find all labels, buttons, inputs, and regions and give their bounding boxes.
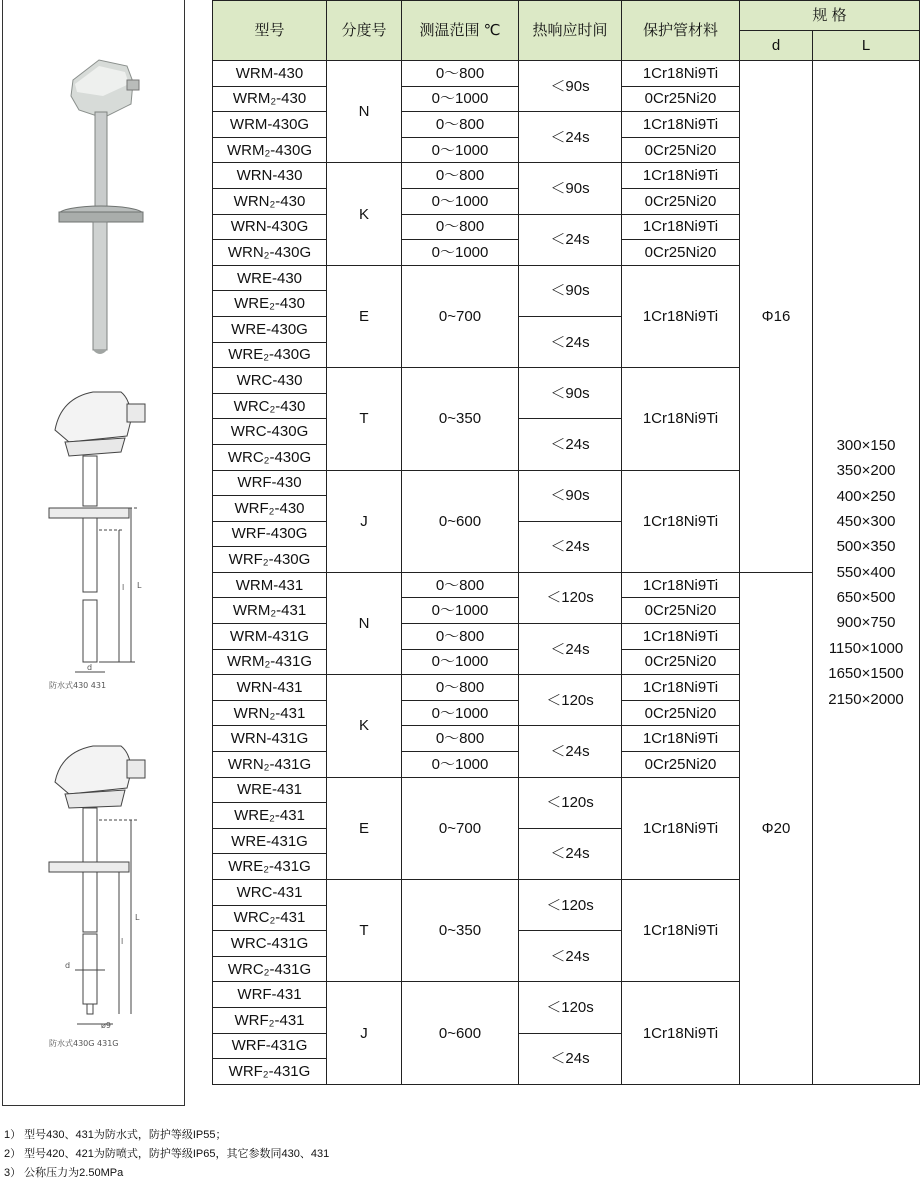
caption-430-431: 防水式430 431 [49, 681, 107, 690]
range-cell: 0~600 [402, 470, 519, 572]
model-cell: WRN₂-430 [213, 188, 327, 214]
label-L-2: L [135, 913, 140, 922]
range-cell: 0～800 [402, 675, 519, 701]
material-cell: 1Cr18Ni9Ti [622, 675, 740, 701]
graduation-cell: K [327, 163, 402, 265]
range-cell: 0～1000 [402, 137, 519, 163]
footnote-3: 3） 公称压力为2.50MPa [4, 1167, 124, 1179]
material-cell: 1Cr18Ni9Ti [622, 572, 740, 598]
graduation-cell: N [327, 61, 402, 163]
model-cell: WRN₂-430G [213, 240, 327, 266]
spec-table [212, 0, 920, 1085]
model-cell: WRC₂-431 [213, 905, 327, 931]
range-cell: 0～800 [402, 163, 519, 189]
length-item: 350×200 [836, 462, 896, 480]
range-cell: 0～1000 [402, 700, 519, 726]
length-item: 500×350 [836, 538, 896, 556]
model-cell: WRF₂-430 [213, 496, 327, 522]
material-cell: 1Cr18Ni9Ti [622, 470, 740, 572]
diameter-cell: Φ20 [740, 572, 813, 1084]
material-cell: 1Cr18Ni9Ti [622, 163, 740, 189]
material-cell: 1Cr18Ni9Ti [622, 214, 740, 240]
table-row [213, 61, 920, 87]
graduation-cell: N [327, 572, 402, 674]
response-cell: ＜24s [519, 112, 622, 163]
length-item: 900×750 [836, 614, 896, 632]
material-cell: 1Cr18Ni9Ti [622, 982, 740, 1084]
model-cell: WRM-430G [213, 112, 327, 138]
response-cell: ＜24s [519, 1033, 622, 1084]
model-cell: WRN₂-431G [213, 752, 327, 778]
response-cell: ＜24s [519, 419, 622, 470]
footnote-1: 1） 型号430、431为防水式，防护等级IP55； [4, 1129, 227, 1141]
model-cell: WRC-430G [213, 419, 327, 445]
material-cell: 1Cr18Ni9Ti [622, 624, 740, 650]
header-graduation: 分度号 [327, 1, 402, 61]
material-cell: 1Cr18Ni9Ti [622, 265, 740, 367]
range-cell: 0~600 [402, 982, 519, 1084]
model-cell: WRF-430G [213, 521, 327, 547]
material-cell: 0Cr25Ni20 [622, 188, 740, 214]
graduation-cell: T [327, 880, 402, 982]
response-cell: ＜24s [519, 214, 622, 265]
material-cell: 1Cr18Ni9Ti [622, 112, 740, 138]
model-cell: WRM₂-431G [213, 649, 327, 675]
header-spec: 规 格 [740, 1, 920, 31]
response-cell: ＜90s [519, 470, 622, 521]
model-cell: WRF₂-431 [213, 1007, 327, 1033]
material-cell: 1Cr18Ni9Ti [622, 777, 740, 879]
material-cell: 0Cr25Ni20 [622, 86, 740, 112]
range-cell: 0～1000 [402, 598, 519, 624]
length-item: 550×400 [836, 563, 896, 581]
model-cell: WRE₂-431 [213, 803, 327, 829]
response-cell: ＜120s [519, 675, 622, 726]
header-range: 测温范围 ℃ [402, 1, 519, 61]
model-cell: WRE-430G [213, 316, 327, 342]
range-cell: 0~700 [402, 777, 519, 879]
model-cell: WRM₂-430G [213, 137, 327, 163]
length-item: 300×150 [836, 436, 896, 454]
response-cell: ＜120s [519, 982, 622, 1033]
model-cell: WRE₂-431G [213, 854, 327, 880]
header-model: 型号 [213, 1, 327, 61]
model-cell: WRN-430G [213, 214, 327, 240]
model-cell: WRE₂-430 [213, 291, 327, 317]
thermocouple-photo [59, 60, 143, 354]
range-cell: 0～1000 [402, 240, 519, 266]
model-cell: WRC-431G [213, 931, 327, 957]
model-cell: WRM-431G [213, 624, 327, 650]
header-response: 热响应时间 [519, 1, 622, 61]
length-item: 650×500 [836, 589, 896, 607]
model-cell: WRN₂-431 [213, 700, 327, 726]
model-cell: WRN-431 [213, 675, 327, 701]
range-cell: 0~700 [402, 265, 519, 367]
footnote-2: 2） 型号420、421为防喷式，防护等级IP65，其它参数同430、431 [4, 1148, 330, 1160]
model-cell: WRC₂-430G [213, 444, 327, 470]
material-cell: 1Cr18Ni9Ti [622, 368, 740, 470]
caption-430g-431g: 防水式430G 431G [49, 1039, 119, 1048]
range-cell: 0～800 [402, 214, 519, 240]
label-phi9: ø9 [101, 1021, 111, 1030]
model-cell: WRF₂-430G [213, 547, 327, 573]
range-cell: 0～1000 [402, 86, 519, 112]
response-cell: ＜90s [519, 265, 622, 316]
range-cell: 0～800 [402, 572, 519, 598]
material-cell: 1Cr18Ni9Ti [622, 880, 740, 982]
length-item: 2150×2000 [828, 690, 904, 708]
response-cell: ＜24s [519, 624, 622, 675]
label-d-2: d [65, 961, 71, 970]
range-cell: 0~350 [402, 880, 519, 982]
model-cell: WRC-431 [213, 880, 327, 906]
model-cell: WRE-430 [213, 265, 327, 291]
range-cell: 0~350 [402, 368, 519, 470]
length-list [813, 433, 919, 712]
label-L-1: L [137, 581, 142, 590]
label-d-1: d [87, 663, 93, 672]
model-cell: WRE-431 [213, 777, 327, 803]
product-drawings [3, 0, 184, 1104]
label-l-2: l [121, 937, 124, 946]
range-cell: 0～1000 [402, 752, 519, 778]
material-cell: 1Cr18Ni9Ti [622, 726, 740, 752]
response-cell: ＜24s [519, 828, 622, 879]
range-cell: 0～800 [402, 112, 519, 138]
model-cell: WRF-430 [213, 470, 327, 496]
length-item: 450×300 [836, 512, 896, 530]
header-L: L [813, 31, 920, 61]
header-d: d [740, 31, 813, 61]
product-illustrations [2, 0, 185, 1106]
footnotes [4, 1126, 329, 1183]
model-cell: WRM-431 [213, 572, 327, 598]
range-cell: 0～800 [402, 726, 519, 752]
response-cell: ＜120s [519, 880, 622, 931]
graduation-cell: E [327, 265, 402, 367]
diameter-cell: Φ16 [740, 61, 813, 573]
label-l-1: l [122, 583, 125, 592]
material-cell: 0Cr25Ni20 [622, 700, 740, 726]
material-cell: 1Cr18Ni9Ti [622, 61, 740, 87]
response-cell: ＜90s [519, 368, 622, 419]
length-item: 1650×1500 [828, 665, 904, 683]
model-cell: WRF-431G [213, 1033, 327, 1059]
response-cell: ＜120s [519, 777, 622, 828]
model-cell: WRM₂-430 [213, 86, 327, 112]
model-cell: WRN-430 [213, 163, 327, 189]
length-item: 1150×1000 [828, 639, 904, 657]
material-cell: 0Cr25Ni20 [622, 752, 740, 778]
model-cell: WRC-430 [213, 368, 327, 394]
drawing-430g-431g [49, 746, 145, 1024]
model-cell: WRN-431G [213, 726, 327, 752]
material-cell: 0Cr25Ni20 [622, 240, 740, 266]
range-cell: 0～800 [402, 61, 519, 87]
response-cell: ＜90s [519, 163, 622, 214]
length-cell [813, 61, 920, 1085]
response-cell: ＜24s [519, 931, 622, 982]
response-cell: ＜24s [519, 521, 622, 572]
graduation-cell: E [327, 777, 402, 879]
length-item: 400×250 [836, 487, 896, 505]
header-material: 保护管材料 [622, 1, 740, 61]
response-cell: ＜24s [519, 316, 622, 367]
model-cell: WRC₂-430 [213, 393, 327, 419]
graduation-cell: J [327, 982, 402, 1084]
material-cell: 0Cr25Ni20 [622, 649, 740, 675]
range-cell: 0～1000 [402, 188, 519, 214]
drawing-430-431 [49, 392, 145, 672]
model-cell: WRC₂-431G [213, 956, 327, 982]
graduation-cell: T [327, 368, 402, 470]
range-cell: 0～1000 [402, 649, 519, 675]
response-cell: ＜90s [519, 61, 622, 112]
graduation-cell: K [327, 675, 402, 777]
spec-table-body [213, 61, 920, 1085]
model-cell: WRE₂-430G [213, 342, 327, 368]
response-cell: ＜120s [519, 572, 622, 623]
model-cell: WRF₂-431G [213, 1059, 327, 1085]
material-cell: 0Cr25Ni20 [622, 137, 740, 163]
model-cell: WRM₂-431 [213, 598, 327, 624]
model-cell: WRM-430 [213, 61, 327, 87]
material-cell: 0Cr25Ni20 [622, 598, 740, 624]
range-cell: 0～800 [402, 624, 519, 650]
graduation-cell: J [327, 470, 402, 572]
model-cell: WRF-431 [213, 982, 327, 1008]
model-cell: WRE-431G [213, 828, 327, 854]
response-cell: ＜24s [519, 726, 622, 777]
